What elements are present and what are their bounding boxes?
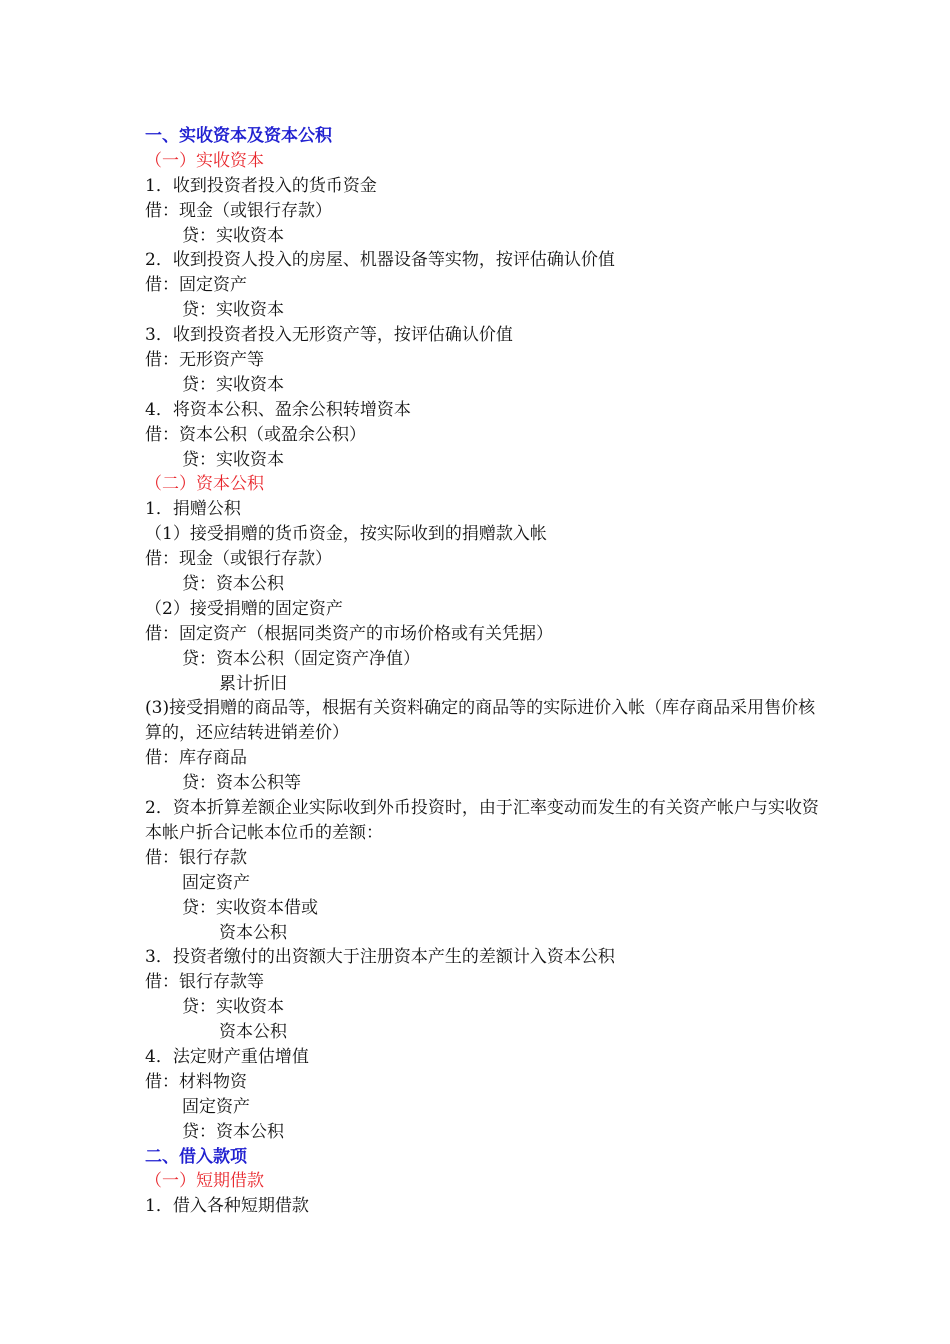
text-line: 贷：资本公积（固定资产净值） (182, 648, 420, 669)
text-line: 借：现金（或银行存款） (145, 549, 332, 570)
text-line: 3．投资者缴付的出资额大于注册资本产生的差额计入资本公积 (145, 947, 615, 968)
text-line: 贷：实收资本 (182, 374, 284, 395)
text-line: 贷：资本公积 (182, 574, 284, 595)
text-line: 贷：实收资本 (182, 997, 284, 1018)
text-line: （1）接受捐赠的货币资金，按实际收到的捐赠款入帐 (145, 524, 547, 545)
text-line: 4．法定财产重估增值 (145, 1047, 309, 1068)
text-line: 贷：实收资本借或 (182, 897, 318, 918)
text-line: 3．收到投资者投入无形资产等，按评估确认价值 (145, 325, 513, 346)
text-line: 借：材料物资 (145, 1071, 247, 1092)
text-line: 1．借入各种短期借款 (145, 1196, 309, 1217)
text-line: 借：固定资产（根据同类资产的市场价格或有关凭据） (145, 623, 553, 644)
text-line: 借：无形资产等 (145, 350, 264, 371)
text-line: 1．收到投资者投入的货币资金 (145, 175, 377, 196)
text-line: 固定资产 (182, 1096, 250, 1117)
document-body (145, 124, 825, 1219)
section-heading: 二、借入款项 (145, 1146, 247, 1167)
text-line: 借：资本公积（或盈余公积） (145, 424, 366, 445)
text-line: 借：固定资产 (145, 275, 247, 296)
text-line: 资本公积 (219, 922, 287, 943)
subsection-heading: （一）实收资本 (145, 150, 264, 171)
subsection-heading: （二）资本公积 (145, 474, 264, 495)
text-line: 贷：实收资本 (182, 449, 284, 470)
text-line: 借：库存商品 (145, 748, 247, 769)
text-line: 借：银行存款等 (145, 972, 264, 993)
text-line: 贷：实收资本 (182, 300, 284, 321)
text-line: 借：现金（或银行存款） (145, 200, 332, 221)
section-heading: 一、实收资本及资本公积 (145, 126, 332, 146)
text-line: 借：银行存款 (145, 847, 247, 868)
paragraph: (3)接受捐赠的商品等，根据有关资料确定的商品等的实际进价入帐（库存商品采用售价核算的，还应结转进销差价） (145, 698, 816, 744)
subsection-heading: （一）短期借款 (145, 1171, 264, 1192)
text-line: 资本公积 (219, 1022, 287, 1043)
text-line: （2）接受捐赠的固定资产 (145, 598, 343, 619)
text-line: 贷：资本公积 (182, 1121, 284, 1142)
text-line: 累计折旧 (219, 673, 287, 694)
text-line: 1．捐赠公积 (145, 499, 241, 520)
paragraph: 2．资本折算差额企业实际收到外币投资时，由于汇率变动而发生的有关资产帐户与实收资本帐户折合记帐本位币的差额： (145, 798, 819, 843)
text-line: 固定资产 (182, 872, 250, 893)
text-line: 2．收到投资人投入的房屋、机器设备等实物，按评估确认价值 (145, 250, 615, 271)
text-line: 贷：实收资本 (182, 225, 284, 246)
text-line: 4．将资本公积、盈余公积转增资本 (145, 399, 411, 420)
text-line: 贷：资本公积等 (182, 773, 301, 794)
